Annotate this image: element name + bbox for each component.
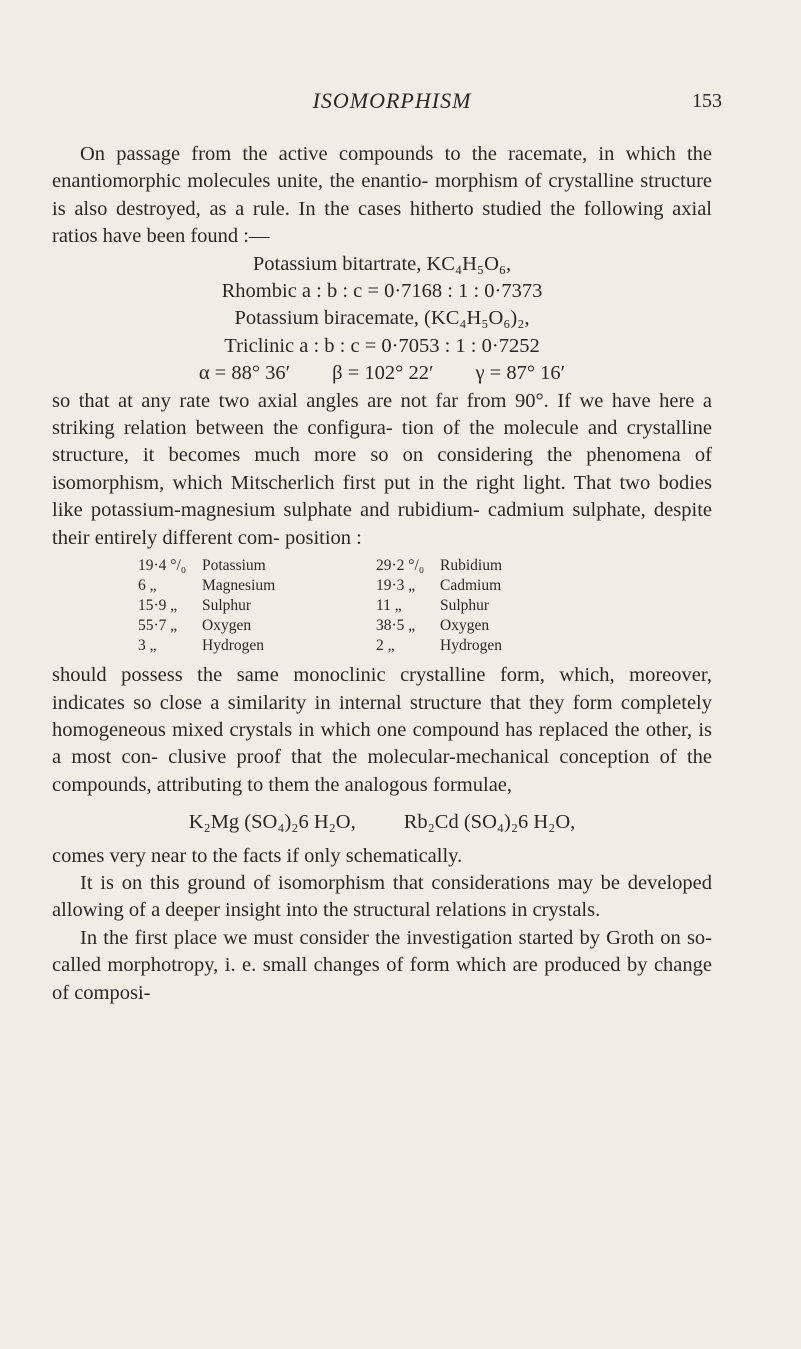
composition-row — [138, 576, 614, 596]
paragraph-racemate: On passage from the active compounds to the racemate, in which the enantiomorphic molecules unite, the enantio- morphism of crystalline structure is also destroyed, as a rule. In the cases hitherto studied the following axial ratios have been found :— — [52, 143, 712, 248]
page-header — [62, 88, 722, 118]
left-element: Potassium — [202, 557, 266, 575]
page-number: 153 — [692, 90, 722, 112]
composition-row — [138, 636, 614, 656]
angle-alpha: α = 88° 36′ — [198, 362, 291, 385]
angle-beta: β = 102° 22′ — [332, 362, 434, 385]
axial-ratios-block — [52, 251, 712, 388]
composition-table — [138, 556, 614, 656]
right-percent: 19·3 „ — [376, 577, 416, 595]
formula-potassium-magnesium: K₂Mg (SO₄)₂6 H₂O, — [188, 811, 356, 834]
running-head: ISOMORPHISM — [312, 88, 472, 113]
paragraph-morphotropy: In the first place we must consider the investigation started by Groth on so-called morphotropy, i. e. small changes of form which are produced by change of composi- — [52, 926, 712, 1004]
paragraph-schematic: comes very near to the facts if only schematically. — [52, 844, 463, 867]
left-percent: 15·9 „ — [138, 597, 178, 615]
paragraph-isomorphism: so that at any rate two axial angles are not far from 90°. If we have here a striking relation between the configura- tion of the molecule and crystalline structure, it becomes much more so on considering the phenomena of isomorphism, which Mitscherlich first put in the right light. That two bodies like potassium-magnesium sulphate and rubidium- cadmium sulphate, despite their entirely different com- position : — [52, 389, 712, 549]
left-percent: 19·4 °/₀ — [138, 557, 187, 575]
right-percent: 11 „ — [376, 597, 402, 615]
right-element: Hydrogen — [440, 637, 502, 655]
right-percent: 29·2 °/₀ — [376, 557, 425, 575]
composition-row — [138, 556, 614, 576]
bitartrate-ratio: Rhombic a : b : c = 0·7168 : 1 : 0·7373 — [221, 280, 543, 303]
formula-rubidium-cadmium: Rb₂Cd (SO₄)₂6 H₂O, — [403, 811, 576, 834]
left-percent: 6 „ — [138, 577, 157, 595]
bitartrate-name: Potassium bitartrate, KC₄H₅O₆, — [252, 252, 512, 275]
paragraph-structural: It is on this ground of isomorphism that considerations may be developed allowing of a deeper insight into the structural relations in crystals. — [52, 871, 712, 922]
left-percent: 55·7 „ — [138, 617, 178, 635]
right-element: Rubidium — [440, 557, 503, 575]
left-element: Sulphur — [202, 597, 252, 615]
left-element: Magnesium — [202, 577, 276, 595]
axial-angles — [52, 360, 712, 387]
formulae-line — [52, 809, 712, 836]
paragraph-monoclinic: should possess the same monoclinic crystalline form, which, moreover, indicates so close a similarity in internal structure that they form completely homogeneous mixed crystals in which one compound has replaced the other, is a most con- clusive proof that the molecular-mechanical conception of the compounds, attributing to them the analogous formulae, — [52, 664, 712, 796]
right-percent: 38·5 „ — [376, 617, 416, 635]
composition-row — [138, 596, 614, 616]
composition-row — [138, 616, 614, 636]
right-element: Cadmium — [440, 577, 502, 595]
left-element: Oxygen — [202, 617, 252, 635]
left-element: Hydrogen — [202, 637, 264, 655]
biracemate-ratio: Triclinic a : b : c = 0·7053 : 1 : 0·7252 — [224, 334, 540, 357]
right-percent: 2 „ — [376, 637, 395, 655]
right-element: Sulphur — [440, 597, 490, 615]
left-percent: 3 „ — [138, 637, 157, 655]
right-element: Oxygen — [440, 617, 490, 635]
angle-gamma: γ = 87° 16′ — [475, 362, 566, 385]
biracemate-name: Potassium biracemate, (KC₄H₅O₆)₂, — [234, 307, 530, 330]
body-text — [52, 141, 712, 1007]
